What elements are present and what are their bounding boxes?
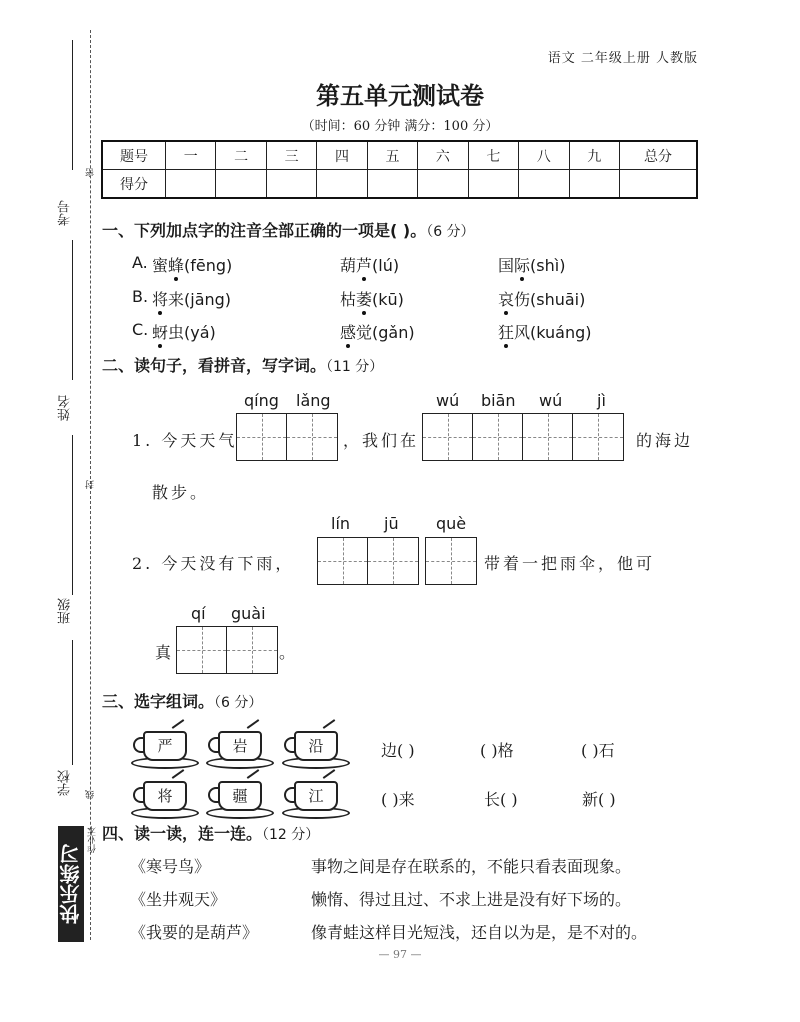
section3-heading <box>102 689 262 712</box>
score-input-cell[interactable] <box>367 170 417 199</box>
score-header-cell: 一 <box>166 141 216 170</box>
score-header-cell: 题号 <box>102 141 166 170</box>
q1-text-c: 的海边 <box>636 431 694 450</box>
section4-heading <box>102 821 319 844</box>
cut-mark-xian: 线 <box>86 790 96 799</box>
section4-points: （12 分） <box>262 827 320 843</box>
option-a-item-2: 葫芦(lú) <box>340 256 400 275</box>
option-b-item-3: 哀伤(shuāi) <box>498 290 586 309</box>
cup-icon <box>282 777 346 817</box>
score-input-cell[interactable] <box>418 170 468 199</box>
score-input-cell[interactable] <box>519 170 569 199</box>
score-table-header-row <box>102 141 697 170</box>
school-label: 学校 <box>58 770 73 796</box>
score-table <box>101 140 698 199</box>
class-label: 班级 <box>58 598 73 624</box>
section1-points: （6 分） <box>426 224 475 240</box>
name-line <box>72 435 73 595</box>
cup-char: 严 <box>157 737 173 755</box>
q1-text-b: ，我们在 <box>343 431 420 450</box>
pinyin: jì <box>597 391 606 410</box>
q1-text-a: 1. 今天天气 <box>132 431 238 450</box>
q2-text-b: 带着一把雨伞，他可 <box>484 554 656 573</box>
q2-text-c: 真 <box>155 643 175 662</box>
score-header-cell: 六 <box>418 141 468 170</box>
option-b-label: B. <box>132 287 149 306</box>
pinyin: wú <box>436 391 460 410</box>
pinyin: lǎng <box>296 391 331 410</box>
cup-icon <box>131 727 195 767</box>
score-input-cell[interactable] <box>620 170 698 199</box>
fill-blank[interactable]: 边( ) <box>381 741 415 760</box>
match-left-item[interactable]: 《寒号鸟》 <box>130 857 211 876</box>
cup-icon <box>206 727 270 767</box>
fill-blank[interactable]: ( )格 <box>480 741 514 760</box>
option-a-item-1: 蜜蜂(fēng) <box>152 256 233 275</box>
cup-icon <box>206 777 270 817</box>
option-c-item-1: 蚜虫(yá) <box>152 323 216 342</box>
section1-heading <box>102 218 475 241</box>
writing-grid-wubianwuji[interactable] <box>422 413 624 461</box>
match-left-item[interactable]: 《我要的是葫芦》 <box>130 923 259 942</box>
name-line-upper <box>72 240 73 380</box>
option-a-label: A. <box>132 253 148 272</box>
score-header-cell: 二 <box>216 141 266 170</box>
exam-no-label: 考号 <box>58 200 73 226</box>
cup-icon <box>131 777 195 817</box>
score-input-cell[interactable] <box>266 170 316 199</box>
cup-char: 将 <box>157 787 173 805</box>
score-table-score-row <box>102 170 697 199</box>
cut-mark-mi: 密 <box>86 168 96 177</box>
pinyin: què <box>436 514 467 533</box>
score-row-label: 得分 <box>102 170 166 199</box>
pinyin: jū <box>384 514 399 533</box>
writing-cell[interactable] <box>318 538 368 584</box>
writing-grid-qiguai[interactable] <box>176 626 278 674</box>
writing-grid-linju[interactable] <box>317 537 419 585</box>
pinyin: guài <box>231 604 266 623</box>
brand-logo: 快乐练习 <box>58 826 84 942</box>
option-b-item-2: 枯萎(kū) <box>340 290 404 309</box>
match-left-item[interactable]: 《坐井观天》 <box>130 890 227 909</box>
page-subtitle: （时间：60 分钟 满分：100 分） <box>301 119 499 134</box>
writing-cell[interactable] <box>368 538 418 584</box>
pinyin: wú <box>539 391 563 410</box>
writing-cell[interactable] <box>473 414 523 460</box>
score-header-cell: 九 <box>569 141 620 170</box>
q2-text-a: 2. 今天没有下雨， <box>132 554 295 573</box>
option-c-item-3: 狂风(kuáng) <box>498 323 592 342</box>
header-meta: 语文 二年级上册 人教版 <box>547 51 698 66</box>
writing-cell[interactable] <box>237 414 287 460</box>
name-label: 姓名 <box>58 395 73 421</box>
writing-cell[interactable] <box>426 538 476 584</box>
writing-grid-que[interactable] <box>425 537 477 585</box>
pinyin: qí <box>191 604 206 623</box>
writing-cell[interactable] <box>227 627 277 673</box>
fill-blank[interactable]: 长( ) <box>484 790 518 809</box>
match-right-item[interactable]: 像青蛙这样目光短浅，还自以为是，是不对的。 <box>311 923 648 942</box>
score-header-cell: 四 <box>317 141 367 170</box>
score-input-cell[interactable] <box>317 170 367 199</box>
brand-sub-label: 作业本 <box>88 826 98 853</box>
fill-blank[interactable]: 新( ) <box>582 790 616 809</box>
score-input-cell[interactable] <box>569 170 620 199</box>
option-b-item-1: 将来(jāng) <box>152 290 232 309</box>
cup-char: 岩 <box>232 737 248 755</box>
page-number: — 97 — <box>378 948 422 961</box>
section2-points: （11 分） <box>326 359 384 375</box>
score-header-cell: 三 <box>266 141 316 170</box>
writing-cell[interactable] <box>287 414 337 460</box>
score-header-cell: 七 <box>468 141 518 170</box>
option-c-label: C. <box>132 320 149 339</box>
cup-char: 江 <box>308 787 324 805</box>
cup-char: 沿 <box>308 737 324 755</box>
match-right-item[interactable]: 懒惰、得过且过、不求上进是没有好下场的。 <box>311 890 632 909</box>
writing-cell[interactable] <box>423 414 473 460</box>
option-c-item-2: 感觉(gǎn) <box>340 323 415 342</box>
match-right-item[interactable]: 事物之间是存在联系的，不能只看表面现象。 <box>311 857 632 876</box>
section3-points: （6 分） <box>214 695 263 711</box>
section1-title: 一、下列加点字的注音全部正确的一项是( )。 <box>102 221 427 240</box>
writing-grid-qinglang[interactable] <box>236 413 338 461</box>
cut-mark-feng: 封 <box>86 480 96 489</box>
score-input-cell[interactable] <box>468 170 518 199</box>
writing-cell[interactable] <box>573 414 623 460</box>
score-header-cell: 总分 <box>620 141 698 170</box>
writing-cell[interactable] <box>523 414 573 460</box>
q2-text-d: 。 <box>279 643 299 662</box>
q1-text-d: 散步。 <box>152 483 210 502</box>
pinyin: biān <box>481 391 516 410</box>
score-input-cell[interactable] <box>166 170 216 199</box>
class-line <box>72 640 73 765</box>
cup-icon <box>282 727 346 767</box>
pinyin: lín <box>331 514 351 533</box>
section3-title: 三、选字组词。 <box>102 692 215 711</box>
fill-blank[interactable]: ( )石 <box>581 741 615 760</box>
pinyin: qíng <box>244 391 279 410</box>
writing-cell[interactable] <box>177 627 227 673</box>
section4-title: 四、读一读，连一连。 <box>102 824 263 843</box>
section2-heading <box>102 353 383 376</box>
section2-title: 二、读句子，看拼音，写字词。 <box>102 356 327 375</box>
fill-blank[interactable]: ( )来 <box>381 790 415 809</box>
score-input-cell[interactable] <box>216 170 266 199</box>
cup-char: 疆 <box>232 787 248 805</box>
score-header-cell: 五 <box>367 141 417 170</box>
score-header-cell: 八 <box>519 141 569 170</box>
option-a-item-3: 国际(shì) <box>498 256 566 275</box>
page-title: 第五单元测试卷 <box>316 82 484 110</box>
